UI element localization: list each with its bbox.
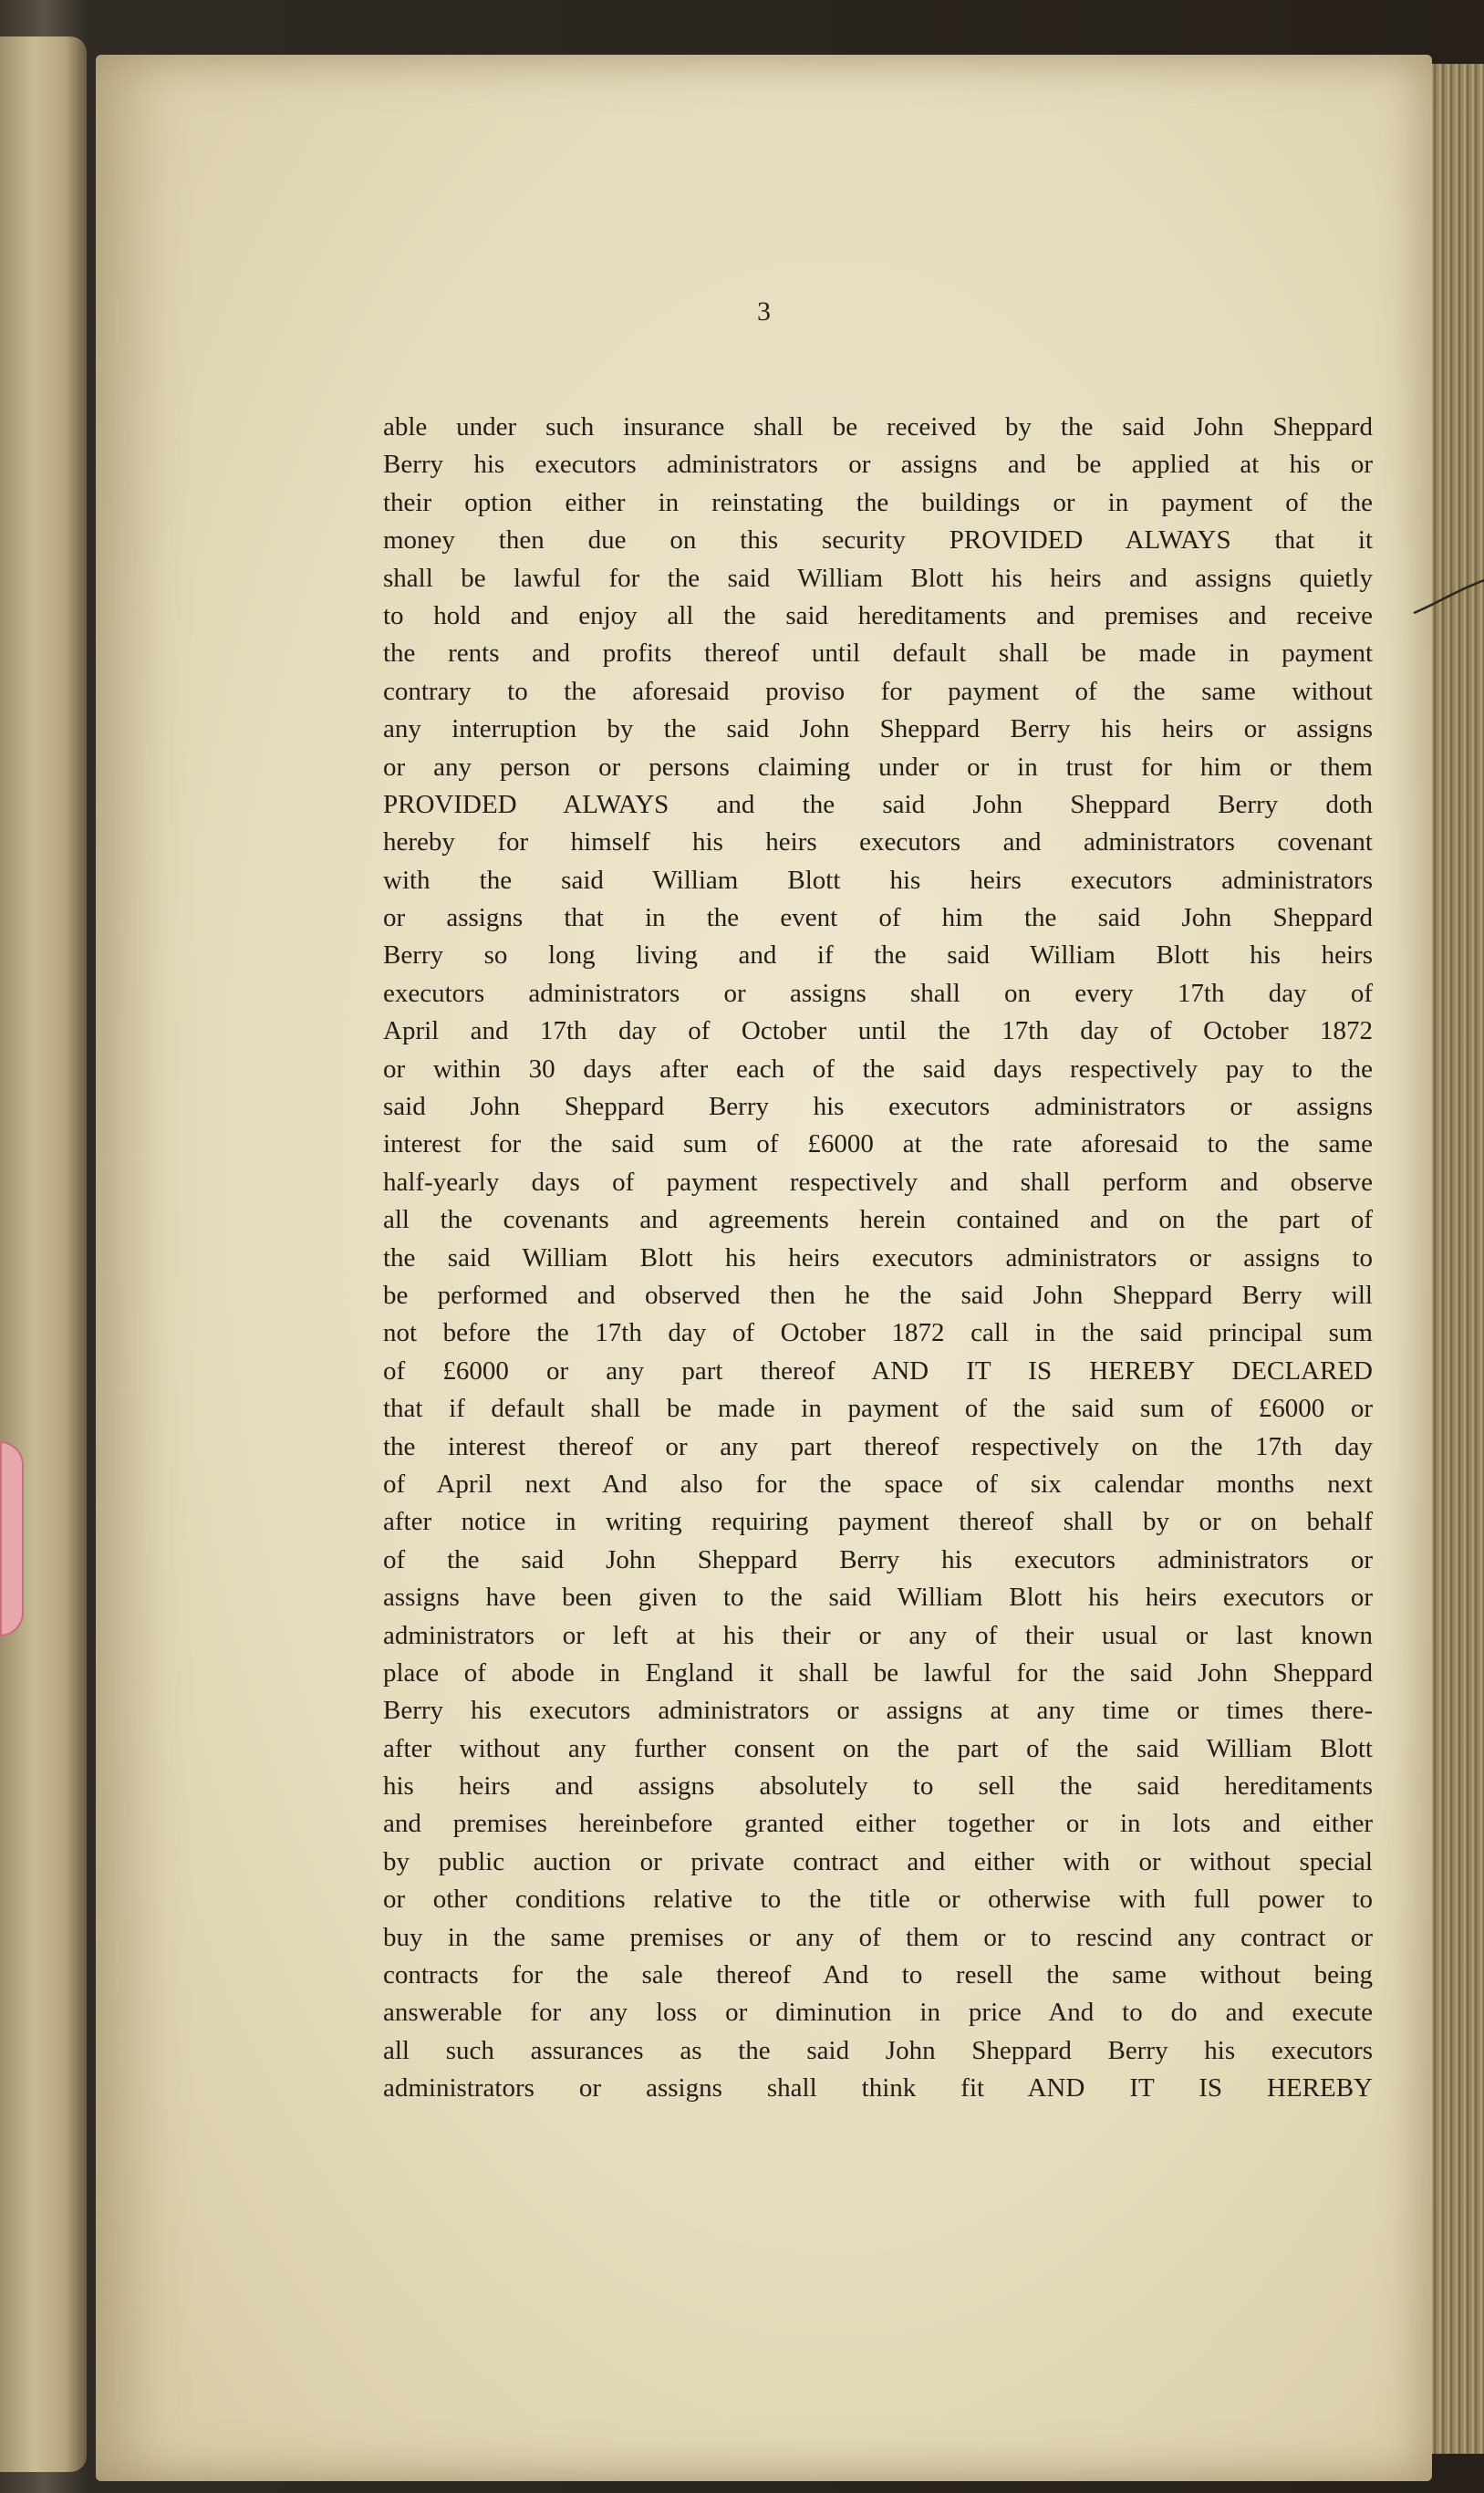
text-line: or any person or persons claiming under or in trust for him or them [383, 752, 1373, 782]
text-line: administrators or assigns shall think fit AND IT IS HEREBY [383, 2073, 1373, 2103]
text-line: after without any further consent on the part of the said William Blott [383, 1733, 1373, 1763]
text-line: contrary to the aforesaid proviso for payment of the same without [383, 676, 1373, 706]
text-line: able under such insurance shall be received by the said John Sheppard [383, 412, 1373, 441]
text-line: by public auction or private contract and either with or without special [383, 1846, 1373, 1876]
text-line: hereby for himself his heirs executors and administrators covenant [383, 827, 1373, 857]
text-line: of the said John Sheppard Berry his executors administrators or [383, 1544, 1373, 1574]
text-line: assigns have been given to the said William Blott his heirs executors or [383, 1583, 1373, 1613]
text-line: half-yearly days of payment respectively and shall perform and observe [383, 1167, 1373, 1197]
text-line: or other conditions relative to the title or otherwise with full power to [383, 1885, 1373, 1915]
text-line: with the said William Blott his heirs executors administrators [383, 865, 1373, 895]
text-line: money then due on this security PROVIDED ALWAYS that it [383, 525, 1373, 556]
text-line: after notice in writing requiring payment thereof shall by or on behalf [383, 1507, 1373, 1537]
text-line: the interest thereof or any part thereof respectively on the 17th day [383, 1431, 1373, 1461]
text-line: and premises hereinbefore granted either together or in lots and either [383, 1809, 1373, 1839]
text-line: be performed and observed then he the said John Sheppard Berry will [383, 1280, 1373, 1310]
text-line: that if default shall be made in payment of the said sum of £6000 or [383, 1394, 1373, 1424]
text-line: Berry his executors administrators or assigns and be applied at his or [383, 450, 1373, 480]
text-line: Berry his executors administrators or assigns at any time or times there- [383, 1696, 1373, 1726]
text-line: said John Sheppard Berry his executors administrators or assigns [383, 1092, 1373, 1122]
page-stack-edge [1427, 64, 1484, 2454]
page-number: 3 [757, 296, 771, 327]
text-line: administrators or left at his their or any of their usual or last known [383, 1620, 1373, 1650]
text-line: answerable for any loss or diminution in price And to do and execute [383, 1998, 1373, 2028]
text-line: interest for the said sum of £6000 at the rate aforesaid to the same [383, 1129, 1373, 1159]
text-line: contracts for the sale thereof And to resell the same without being [383, 1960, 1373, 1990]
text-line: the said William Blott his heirs executors administrators or assigns to [383, 1242, 1373, 1272]
text-line: or assigns that in the event of him the said John Sheppard [383, 903, 1373, 933]
text-line: the rents and profits thereof until default shall be made in payment [383, 639, 1373, 669]
text-line: or within 30 days after each of the said days respectively pay to the [383, 1054, 1373, 1084]
pink-map-fragment [0, 1441, 24, 1636]
text-line: place of abode in England it shall be lawful for the said John Sheppard [383, 1657, 1373, 1688]
document-page [96, 55, 1432, 2481]
text-line: Berry so long living and if the said William Blott his heirs [383, 940, 1373, 971]
text-line: all such assurances as the said John Sheppard Berry his executors [383, 2035, 1373, 2065]
text-line: buy in the same premises or any of them or to rescind any contract or [383, 1922, 1373, 1952]
text-line: all the covenants and agreements herein contained and on the part of [383, 1205, 1373, 1235]
margin-check-mark [1409, 567, 1484, 622]
text-line: any interruption by the said John Sheppard Berry his heirs or assigns [383, 714, 1373, 744]
text-line: his heirs and assigns absolutely to sell the said hereditaments [383, 1771, 1373, 1802]
text-line: shall be lawful for the said William Blott his heirs and assigns quietly [383, 563, 1373, 593]
text-line: April and 17th day of October until the 17th day of October 1872 [383, 1016, 1373, 1046]
previous-page-edge [0, 36, 87, 2472]
text-line: to hold and enjoy all the said hereditaments and premises and receive [383, 600, 1373, 630]
text-line: not before the 17th day of October 1872 call in the said principal sum [383, 1318, 1373, 1348]
body-text [383, 409, 1373, 2108]
text-line: their option either in reinstating the buildings or in payment of the [383, 487, 1373, 517]
text-line: PROVIDED ALWAYS and the said John Sheppard Berry doth [383, 789, 1373, 819]
text-line: executors administrators or assigns shall on every 17th day of [383, 978, 1373, 1008]
text-line: of £6000 or any part thereof AND IT IS HEREBY DECLARED [383, 1356, 1373, 1386]
text-line: of April next And also for the space of six calendar months next [383, 1469, 1373, 1499]
